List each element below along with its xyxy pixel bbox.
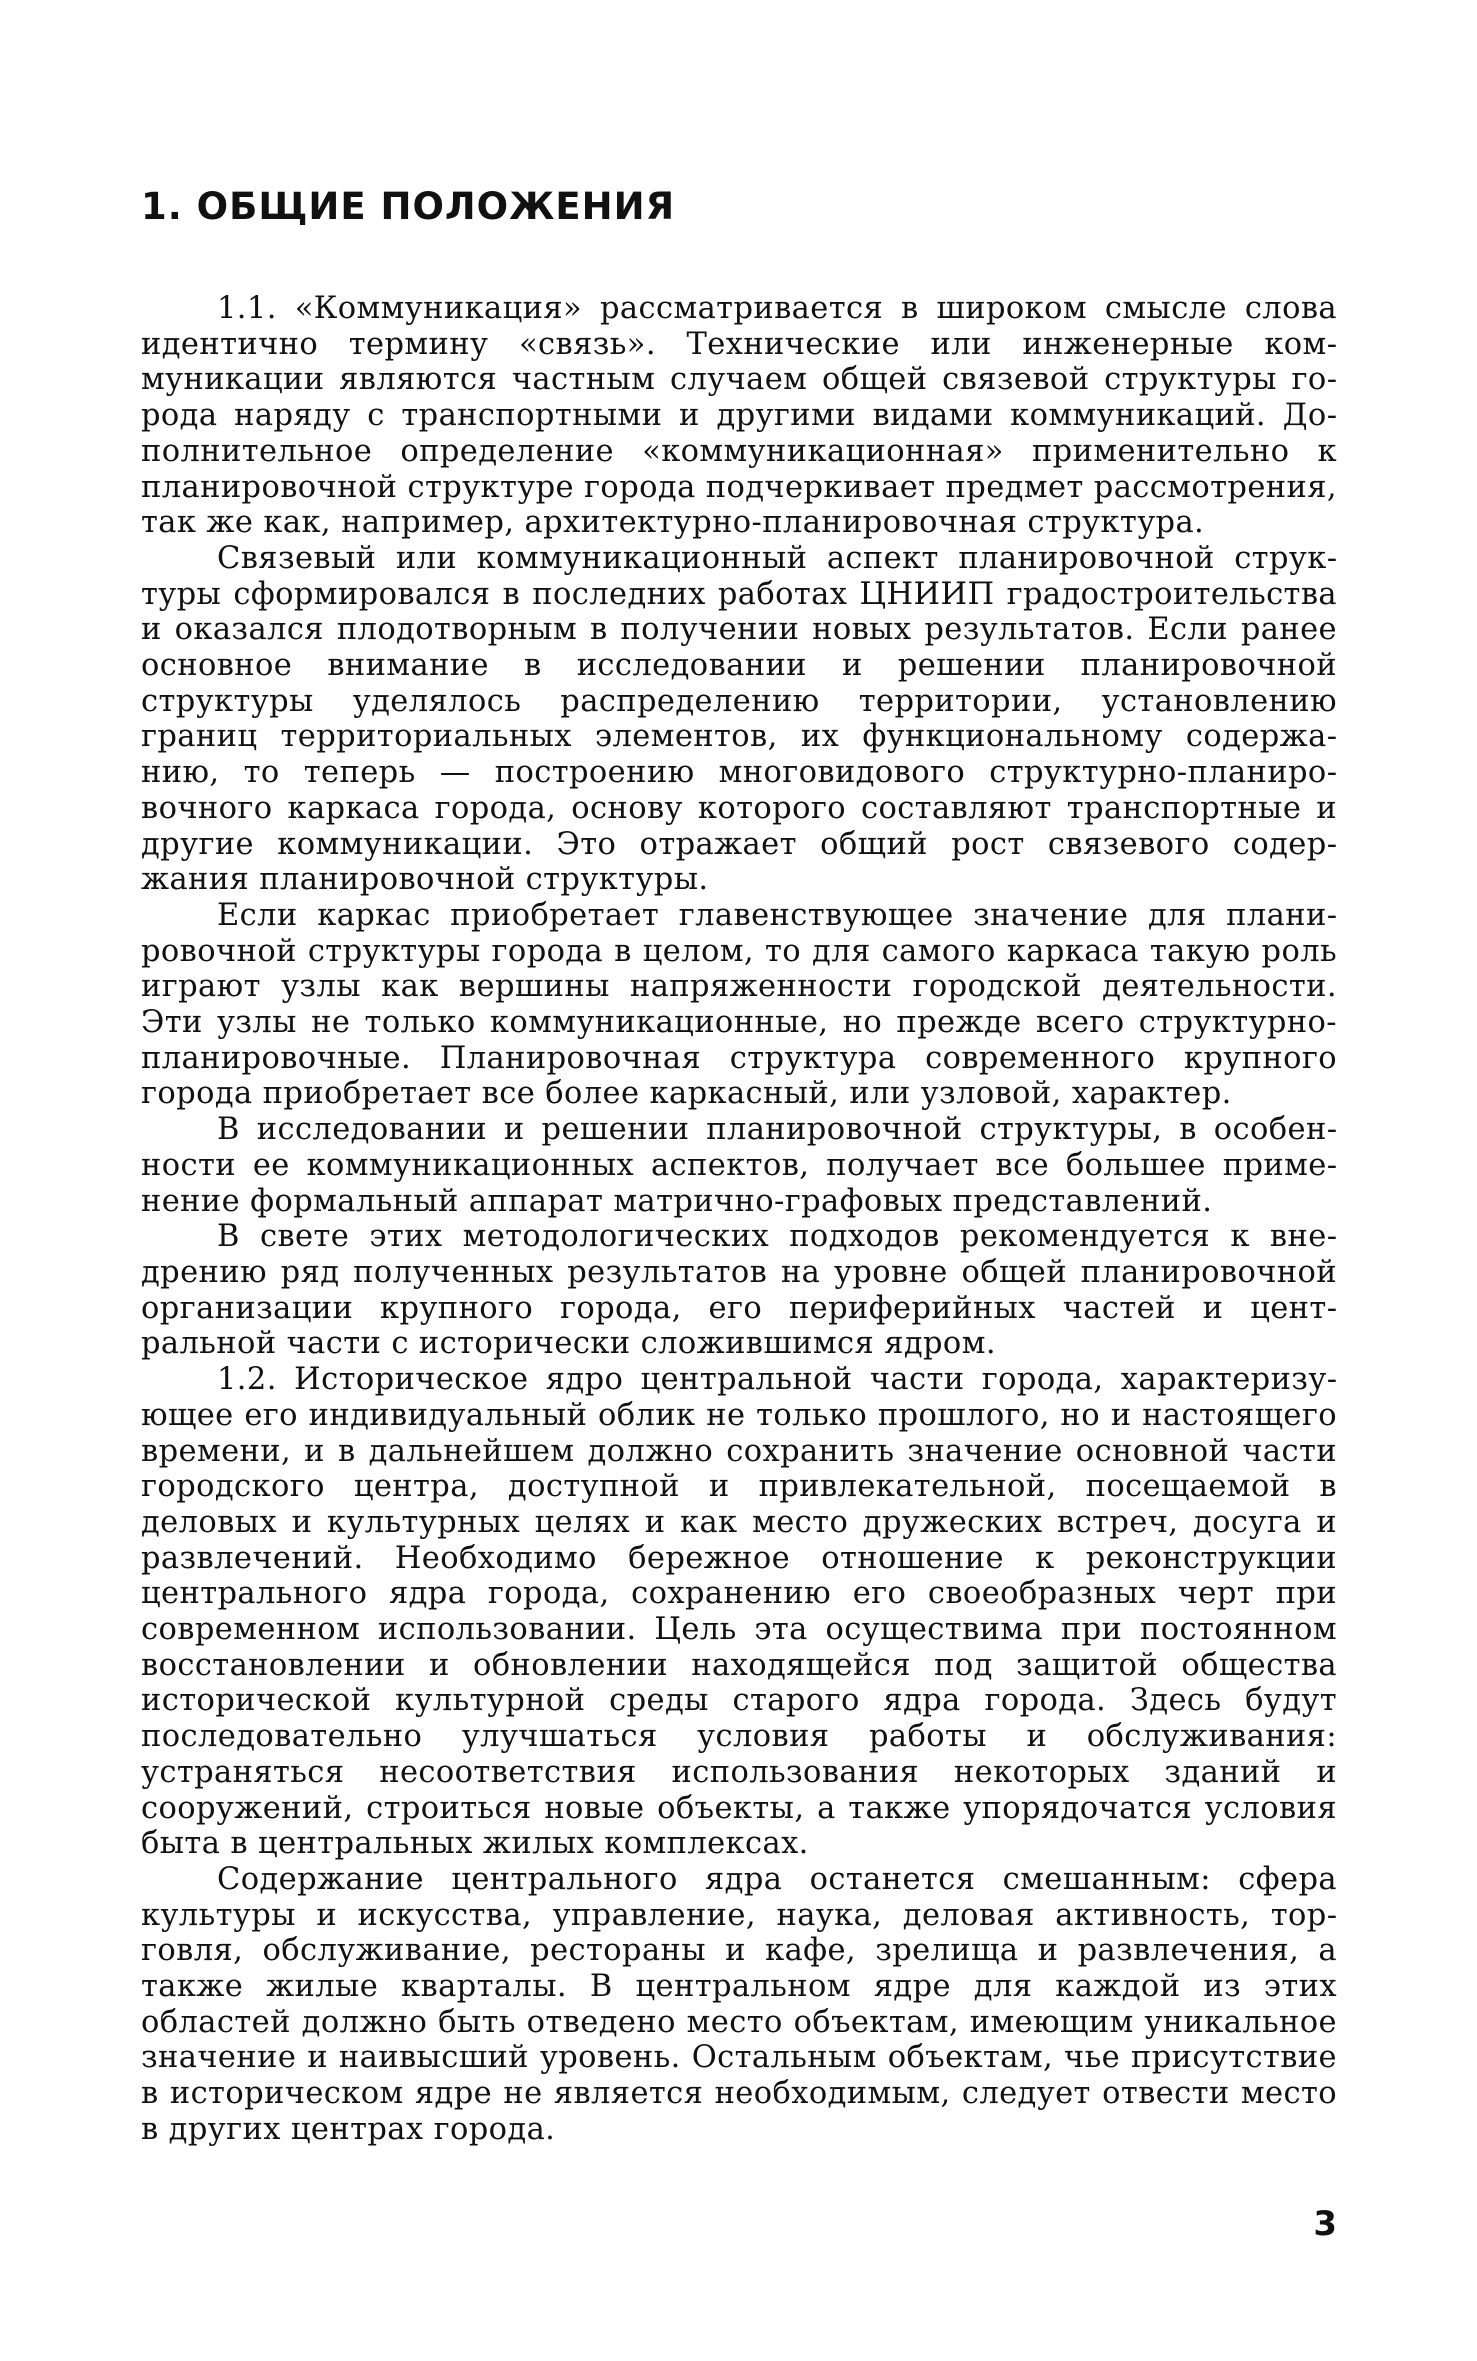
body-text (141, 291, 1337, 2148)
section-heading: 1. ОБЩИЕ ПОЛОЖЕНИЯ (141, 185, 676, 228)
paragraph-matrix-graph-methods: В исследовании и решении планировочной структуры, в особенности ее коммуникационных аспектов, получает все большее применение формальный аппарат матрично-графовых представлений. (141, 1112, 1337, 1219)
paragraph-core-contents: Содержание центрального ядра останется смешанным: сфера культуры и искусства, управление, наука, деловая активность, торговля, обслуживание, рестораны и кафе, зрелища и развлечения, а также жилые кварталы. В центральном ядре для каждой из этих областей должно быть отведено место объектам, имеющим уникальное значение и наивысший уровень. Остальным объектам, чье присутствие в историческом ядре не является необходимым, следует отвести место в других центрах города. (141, 1861, 1337, 2147)
page-number: 3 (1313, 2204, 1337, 2244)
paragraph-recommendations: В свете этих методологических подходов рекомендуется к внедрению ряд полученных результатов на уровне общей планировочной организации крупного города, его периферийных частей и центральной части с исторически сложившимся ядром. (141, 1219, 1337, 1362)
paragraph-framework-nodes: Если каркас приобретает главенствующее значение для планировочной структуры города в целом, то для самого каркаса такую роль играют узлы как вершины напряженности городской деятельности. Эти узлы не только коммуникационные, но прежде всего структурно-планировочные. Планировочная структура современного крупного города приобретает все более каркасный, или узловой, характер. (141, 897, 1337, 1112)
paragraph-1-1-communication: 1.1. «Коммуникация» рассматривается в широком смысле слова идентично термину «связь». Технические или инженерные коммуникации являются частным случаем общей связевой структуры города наряду с транспортными и другими видами коммуникаций. Дополнительное определение «коммуникационная» применительно к планировочной структуре города подчеркивает предмет рассмотрения, так же как, например, архитектурно-планировочная структура. (141, 291, 1337, 541)
paragraph-1-2-historic-core: 1.2. Историческое ядро центральной части города, характеризующее его индивидуальный облик не только прошлого, но и настоящего времени, и в дальнейшем должно сохранить значение основной части городского центра, доступной и привлекательной, посещаемой в деловых и культурных целях и как место дружеских встреч, досуга и развлечений. Необходимо бережное отношение к реконструкции центрального ядра города, сохранению его своеобразных черт при современном использовании. Цель эта осуществима при постоянном восстановлении и обновлении находящейся под защитой общества исторической культурной среды старого ядра города. Здесь будут последовательно улучшаться условия работы и обслуживания: устраняться несоответствия использования некоторых зданий и сооружений, строиться новые объекты, а также упорядочатся условия быта в центральных жилых комплексах. (141, 1362, 1337, 1862)
paragraph-communication-aspect: Связевый или коммуникационный аспект планировочной структуры сформировался в последних работах ЦНИИП градостроительства и оказался плодотворным в получении новых результатов. Если ранее основное внимание в исследовании и решении планировочной структуры уделялось распределению территории, установлению границ территориальных элементов, их функциональному содержанию, то теперь — построению многовидового структурно-планировочного каркаса города, основу которого составляют транспортные и другие коммуникации. Это отражает общий рост связевого содержания планировочной структуры. (141, 540, 1337, 898)
